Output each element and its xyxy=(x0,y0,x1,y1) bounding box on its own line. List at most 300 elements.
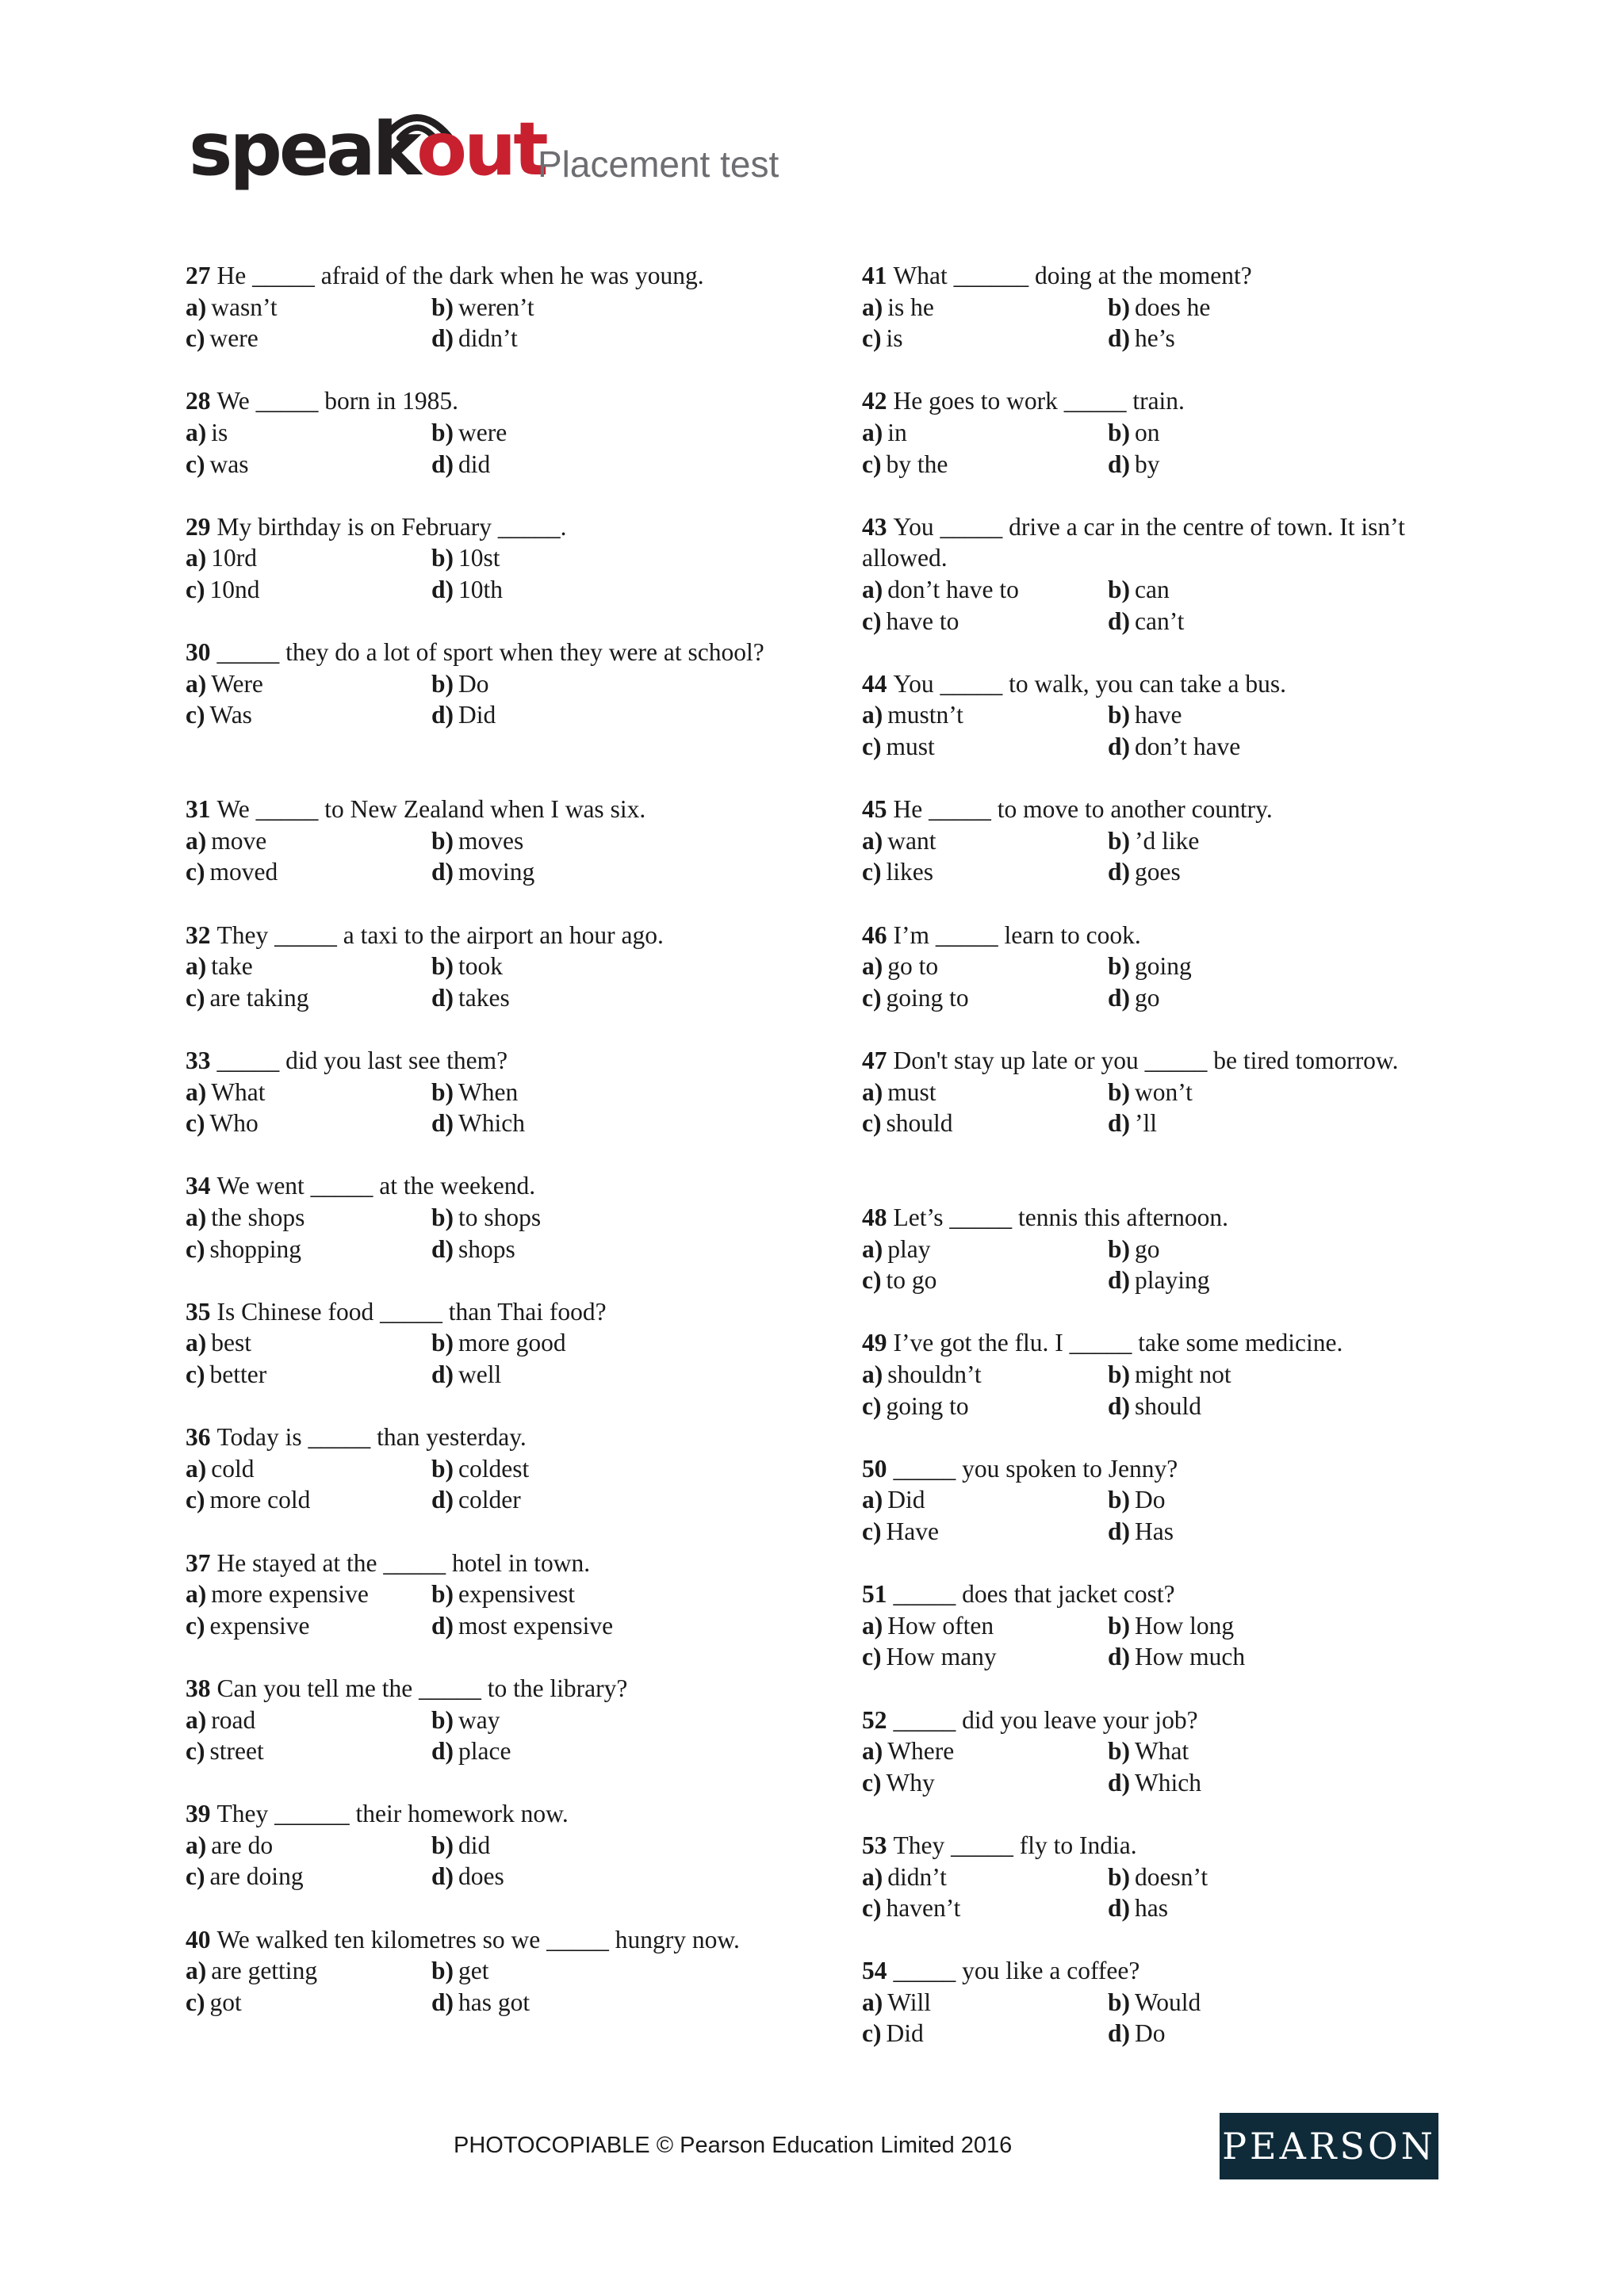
option-text: expensivest xyxy=(458,1580,575,1609)
option-text: don’t have xyxy=(1135,732,1241,760)
option-text: When xyxy=(458,1077,519,1106)
question-number: 49 xyxy=(862,1329,887,1357)
option-text: How much xyxy=(1135,1643,1246,1671)
answer-option xyxy=(1108,1892,1441,1924)
answer-option xyxy=(431,1610,764,1642)
answer-option xyxy=(1108,825,1441,857)
answer-option xyxy=(186,856,431,888)
answer-option xyxy=(862,1862,1108,1893)
option-text: Which xyxy=(458,1109,525,1138)
left-question-column xyxy=(186,260,804,2081)
question-text: Is Chinese food _____ than Thai food? xyxy=(216,1297,607,1326)
option-letter: c) xyxy=(862,1768,882,1797)
answer-option xyxy=(431,1077,764,1108)
answer-option xyxy=(862,856,1108,888)
question-text: Don't stay up late or you _____ be tired tomorrow. xyxy=(893,1046,1399,1074)
option-text: can’t xyxy=(1135,607,1185,635)
option-letter: c) xyxy=(862,2019,882,2048)
option-text: by xyxy=(1135,450,1160,478)
option-letter: d) xyxy=(1108,1391,1131,1420)
answer-option xyxy=(431,1578,764,1610)
answer-option xyxy=(186,574,431,606)
question-text: He _____ afraid of the dark when he was young. xyxy=(216,262,704,289)
question-stem xyxy=(186,1548,804,1579)
option-letter: b) xyxy=(1108,1077,1131,1106)
answer-options xyxy=(862,1484,1480,1547)
option-text: street xyxy=(209,1737,264,1766)
answer-options xyxy=(186,1578,804,1641)
question-text: What ______ doing at the moment? xyxy=(893,262,1252,289)
option-text: ’d like xyxy=(1135,826,1200,855)
option-text: well xyxy=(458,1360,502,1388)
question-text: He stayed at the _____ hotel in town. xyxy=(216,1548,591,1577)
option-letter: b) xyxy=(431,1580,454,1609)
question-stem xyxy=(186,794,804,825)
option-text: are do xyxy=(211,1831,274,1859)
option-text: shopping xyxy=(209,1234,301,1263)
option-text: How long xyxy=(1135,1611,1235,1640)
answer-option xyxy=(862,449,1108,480)
question-item xyxy=(186,637,804,794)
question-text: I’m _____ learn to cook. xyxy=(893,920,1141,949)
question-text: My birthday is on February _____. xyxy=(216,512,567,541)
question-item xyxy=(186,920,804,1045)
question-text: Can you tell me the _____ to the library? xyxy=(216,1674,628,1702)
question-item xyxy=(186,511,804,637)
option-letter: d) xyxy=(1108,1109,1131,1138)
option-letter: a) xyxy=(862,1234,883,1263)
answer-option xyxy=(431,1705,764,1736)
answer-options xyxy=(862,1987,1480,2049)
option-text: ’ll xyxy=(1135,1109,1158,1138)
answer-option xyxy=(431,1108,764,1139)
option-letter: a) xyxy=(186,1077,207,1106)
question-item xyxy=(862,385,1480,511)
question-text: _____ did you last see them? xyxy=(216,1046,508,1074)
option-text: haven’t xyxy=(886,1894,961,1923)
answer-options xyxy=(186,1955,804,2018)
option-text: 10st xyxy=(458,544,500,572)
answer-option xyxy=(186,1861,431,1892)
copyright-notice: PHOTOCOPIABLE © Pearson Education Limited 2016 xyxy=(454,2133,1013,2158)
option-text: How often xyxy=(887,1611,994,1640)
option-text: have to xyxy=(886,607,959,635)
answer-option xyxy=(431,1234,764,1265)
option-text: play xyxy=(887,1234,931,1263)
question-stem xyxy=(862,260,1480,292)
option-text: does he xyxy=(1135,293,1211,321)
option-text: moved xyxy=(209,858,278,886)
option-letter: c) xyxy=(862,1266,882,1295)
answer-option xyxy=(1108,574,1441,606)
question-text: They _____ a taxi to the airport an hour ago. xyxy=(216,920,664,949)
answer-option xyxy=(1108,417,1441,449)
option-text: coldest xyxy=(458,1454,530,1483)
option-letter: d) xyxy=(431,1486,454,1514)
question-stem xyxy=(186,637,804,668)
answer-option xyxy=(1108,1735,1441,1767)
answer-options xyxy=(186,542,804,605)
option-letter: d) xyxy=(431,1988,454,2016)
option-text: Why xyxy=(886,1768,935,1797)
option-text: Will xyxy=(887,1988,931,2016)
option-text: are doing xyxy=(209,1862,304,1891)
option-text: 10nd xyxy=(209,575,260,603)
option-letter: b) xyxy=(431,544,454,572)
question-number: 50 xyxy=(862,1454,887,1483)
option-letter: b) xyxy=(1108,1611,1131,1640)
option-text: going to xyxy=(886,1391,969,1420)
option-letter: b) xyxy=(1108,1486,1131,1514)
option-letter: b) xyxy=(431,1831,454,1859)
question-stem xyxy=(862,1705,1480,1736)
question-item xyxy=(186,1170,804,1295)
option-letter: a) xyxy=(186,669,207,698)
answer-option xyxy=(862,1077,1108,1108)
option-letter: d) xyxy=(1108,607,1131,635)
option-text: he’s xyxy=(1135,324,1175,353)
option-letter: b) xyxy=(431,1454,454,1483)
answer-option xyxy=(862,2018,1108,2049)
question-text: _____ does that jacket cost? xyxy=(893,1580,1175,1609)
option-letter: a) xyxy=(862,701,883,729)
answer-option xyxy=(862,1987,1108,2019)
answer-option xyxy=(186,1108,431,1139)
option-text: Did xyxy=(886,2019,924,2048)
option-letter: d) xyxy=(431,1109,454,1138)
option-letter: b) xyxy=(431,826,454,855)
question-stem xyxy=(186,1673,804,1705)
option-letter: c) xyxy=(862,1643,882,1671)
question-number: 42 xyxy=(862,387,887,415)
answer-options xyxy=(186,668,804,731)
question-item xyxy=(862,1578,1480,1704)
answer-option xyxy=(431,1955,764,1987)
answer-option xyxy=(862,606,1108,637)
option-letter: a) xyxy=(186,1203,207,1231)
answer-option xyxy=(431,1453,764,1485)
answer-option xyxy=(862,1391,1108,1422)
option-text: must xyxy=(886,732,935,760)
answer-option xyxy=(431,417,764,449)
option-letter: a) xyxy=(186,544,207,572)
question-item xyxy=(186,1548,804,1673)
question-text: I’ve got the flu. I _____ take some medicine. xyxy=(893,1329,1343,1357)
option-letter: d) xyxy=(1108,983,1131,1012)
option-text: How many xyxy=(886,1643,997,1671)
option-letter: c) xyxy=(186,1862,205,1891)
option-text: was xyxy=(209,450,249,478)
option-letter: a) xyxy=(186,1454,207,1483)
answer-options xyxy=(862,292,1480,354)
question-number: 53 xyxy=(862,1831,887,1859)
answer-options xyxy=(862,699,1480,762)
answer-options xyxy=(186,1327,804,1390)
option-letter: d) xyxy=(1108,1643,1131,1671)
question-stem xyxy=(862,385,1480,417)
option-text: does xyxy=(458,1862,504,1891)
answer-options xyxy=(862,1077,1480,1139)
option-letter: d) xyxy=(1108,1517,1131,1545)
option-letter: d) xyxy=(431,324,454,353)
option-letter: b) xyxy=(1108,1234,1131,1263)
question-number: 37 xyxy=(186,1548,211,1577)
option-letter: b) xyxy=(1108,952,1131,981)
option-letter: d) xyxy=(1108,1768,1131,1797)
answer-option xyxy=(1108,323,1441,354)
answer-option xyxy=(862,1892,1108,1924)
answer-option xyxy=(1108,982,1441,1014)
answer-option xyxy=(862,982,1108,1014)
answer-option xyxy=(1108,951,1441,982)
option-letter: b) xyxy=(1108,826,1131,855)
question-number: 41 xyxy=(862,262,887,289)
answer-option xyxy=(431,574,764,606)
option-text: road xyxy=(211,1705,256,1734)
answer-option xyxy=(1108,1234,1441,1265)
answer-options xyxy=(862,1610,1480,1673)
question-item xyxy=(862,1955,1480,2080)
option-letter: a) xyxy=(862,293,883,321)
option-text: on xyxy=(1135,418,1160,446)
answer-option xyxy=(186,1234,431,1265)
option-text: expensive xyxy=(209,1611,310,1640)
answer-option xyxy=(1108,1767,1441,1799)
answer-option xyxy=(862,825,1108,857)
answer-options xyxy=(186,1077,804,1139)
option-text: more good xyxy=(458,1329,566,1357)
option-text: mustn’t xyxy=(887,701,963,729)
option-letter: b) xyxy=(431,952,454,981)
question-text: You _____ drive a car in the centre of town. It isn’t allowed. xyxy=(862,512,1405,572)
question-text: We walked ten kilometres so we _____ hungry now. xyxy=(216,1925,740,1954)
answer-option xyxy=(862,417,1108,449)
option-text: likes xyxy=(886,858,933,886)
answer-option xyxy=(1108,292,1441,323)
answer-options xyxy=(186,825,804,888)
option-text: were xyxy=(458,418,508,446)
option-letter: a) xyxy=(186,1329,207,1357)
option-letter: c) xyxy=(862,1517,882,1545)
option-letter: c) xyxy=(862,1391,882,1420)
option-text: is he xyxy=(887,293,934,321)
question-number: 43 xyxy=(862,512,887,541)
option-letter: a) xyxy=(862,1486,883,1514)
option-text: the shops xyxy=(211,1203,305,1231)
option-letter: d) xyxy=(431,1234,454,1263)
option-letter: d) xyxy=(431,983,454,1012)
option-letter: c) xyxy=(186,1234,205,1263)
option-letter: b) xyxy=(1108,293,1131,321)
option-letter: a) xyxy=(186,1580,207,1609)
answer-option xyxy=(862,1516,1108,1548)
question-number: 40 xyxy=(186,1925,211,1954)
option-letter: b) xyxy=(431,1077,454,1106)
question-item xyxy=(862,794,1480,919)
option-letter: b) xyxy=(1108,418,1131,446)
question-number: 51 xyxy=(862,1580,887,1609)
answer-option xyxy=(1108,606,1441,637)
answer-options xyxy=(186,292,804,354)
question-text: He goes to work _____ train. xyxy=(893,387,1185,415)
answer-options xyxy=(862,417,1480,480)
option-letter: c) xyxy=(862,983,882,1012)
option-text: has got xyxy=(458,1988,530,2016)
question-text: We _____ born in 1985. xyxy=(216,387,459,415)
answer-options xyxy=(186,951,804,1013)
option-text: should xyxy=(1135,1391,1202,1420)
answer-option xyxy=(186,951,431,982)
option-text: is xyxy=(211,418,228,446)
question-text: He _____ to move to another country. xyxy=(893,795,1273,824)
option-letter: b) xyxy=(431,418,454,446)
question-text: They ______ their homework now. xyxy=(216,1800,569,1828)
option-text: best xyxy=(211,1329,251,1357)
question-stem xyxy=(186,385,804,417)
answer-option xyxy=(431,1861,764,1892)
question-stem xyxy=(186,1924,804,1956)
answer-option xyxy=(862,1641,1108,1673)
option-letter: c) xyxy=(186,858,205,886)
answer-option xyxy=(431,856,764,888)
option-text: Has xyxy=(1135,1517,1174,1545)
question-number: 46 xyxy=(862,920,887,949)
option-text: Do xyxy=(1135,2019,1166,2048)
answer-option xyxy=(1108,1484,1441,1516)
question-stem xyxy=(186,1798,804,1830)
option-text: to shops xyxy=(458,1203,542,1231)
question-item xyxy=(862,668,1480,794)
option-letter: a) xyxy=(186,826,207,855)
option-letter: d) xyxy=(1108,1894,1131,1923)
answer-option xyxy=(862,1610,1108,1642)
answer-option xyxy=(431,982,764,1014)
question-number: 30 xyxy=(186,638,211,667)
question-item xyxy=(186,1798,804,1923)
answer-option xyxy=(431,668,764,700)
question-item xyxy=(186,385,804,511)
option-text: want xyxy=(887,826,936,855)
answer-option xyxy=(1108,1610,1441,1642)
answer-option xyxy=(431,1987,764,2019)
answer-option xyxy=(186,323,431,354)
answer-option xyxy=(186,542,431,574)
option-text: won’t xyxy=(1135,1077,1193,1106)
option-text: Where xyxy=(887,1737,955,1766)
answer-option xyxy=(186,1830,431,1862)
answer-option xyxy=(431,1830,764,1862)
answer-option xyxy=(431,323,764,354)
question-stem xyxy=(862,920,1480,951)
option-text: place xyxy=(458,1737,511,1766)
option-letter: b) xyxy=(431,1203,454,1231)
option-letter: c) xyxy=(186,324,205,353)
option-text: by the xyxy=(886,450,948,478)
option-letter: d) xyxy=(431,858,454,886)
answer-option xyxy=(862,1108,1108,1139)
option-letter: c) xyxy=(186,1611,205,1640)
answer-option xyxy=(862,731,1108,763)
question-text: We _____ to New Zealand when I was six. xyxy=(216,795,646,824)
option-text: might not xyxy=(1135,1360,1231,1388)
question-stem xyxy=(862,1955,1480,1987)
option-text: Do xyxy=(458,669,489,698)
option-letter: d) xyxy=(1108,858,1131,886)
answer-options xyxy=(186,1705,804,1767)
option-letter: a) xyxy=(862,1360,883,1388)
option-letter: c) xyxy=(186,575,205,603)
question-stem xyxy=(862,511,1480,574)
option-letter: b) xyxy=(431,1957,454,1985)
answer-option xyxy=(862,574,1108,606)
option-letter: c) xyxy=(862,607,882,635)
question-text: _____ they do a lot of sport when they were at school? xyxy=(216,638,764,667)
option-letter: a) xyxy=(862,1862,883,1891)
option-letter: b) xyxy=(1108,575,1131,603)
answer-option xyxy=(186,1359,431,1391)
question-number: 44 xyxy=(862,669,887,698)
question-number: 29 xyxy=(186,512,211,541)
option-text: Who xyxy=(209,1109,259,1138)
answer-option xyxy=(1108,1265,1441,1296)
option-text: goes xyxy=(1135,858,1181,886)
answer-option xyxy=(431,699,764,731)
option-letter: c) xyxy=(862,1109,882,1138)
question-stem xyxy=(862,794,1480,825)
option-text: Did xyxy=(458,701,496,729)
option-text: more expensive xyxy=(211,1580,369,1609)
answer-option xyxy=(862,1265,1108,1296)
answer-options xyxy=(862,574,1480,637)
question-stem xyxy=(186,260,804,292)
answer-option xyxy=(1108,856,1441,888)
option-letter: c) xyxy=(862,732,882,760)
answer-option xyxy=(862,699,1108,731)
option-letter: a) xyxy=(186,293,207,321)
option-letter: a) xyxy=(186,1705,207,1734)
question-stem xyxy=(186,1296,804,1328)
answer-option xyxy=(186,1610,431,1642)
answer-option xyxy=(862,1484,1108,1516)
question-item xyxy=(862,1830,1480,1955)
question-stem xyxy=(862,1202,1480,1234)
option-text: moving xyxy=(458,858,535,886)
option-text: doesn’t xyxy=(1135,1862,1208,1891)
answer-options xyxy=(862,1735,1480,1798)
answer-option xyxy=(431,825,764,857)
option-letter: c) xyxy=(862,1894,882,1923)
answer-options xyxy=(186,1202,804,1265)
question-number: 32 xyxy=(186,920,211,949)
option-text: must xyxy=(887,1077,936,1106)
option-text: What xyxy=(1135,1737,1189,1766)
option-letter: b) xyxy=(431,1705,454,1734)
question-stem xyxy=(862,1830,1480,1862)
option-letter: c) xyxy=(862,450,882,478)
question-item xyxy=(186,1045,804,1170)
question-item xyxy=(862,1045,1480,1202)
option-letter: b) xyxy=(1108,1737,1131,1766)
answer-options xyxy=(862,1359,1480,1422)
question-number: 47 xyxy=(862,1046,887,1074)
option-letter: d) xyxy=(1108,1266,1131,1295)
option-text: take xyxy=(211,952,253,981)
page-subtitle: Placement test xyxy=(538,144,779,185)
question-item xyxy=(862,1453,1480,1578)
question-number: 35 xyxy=(186,1297,211,1326)
question-text: _____ you like a coffee? xyxy=(893,1957,1140,1985)
question-item xyxy=(186,1422,804,1547)
